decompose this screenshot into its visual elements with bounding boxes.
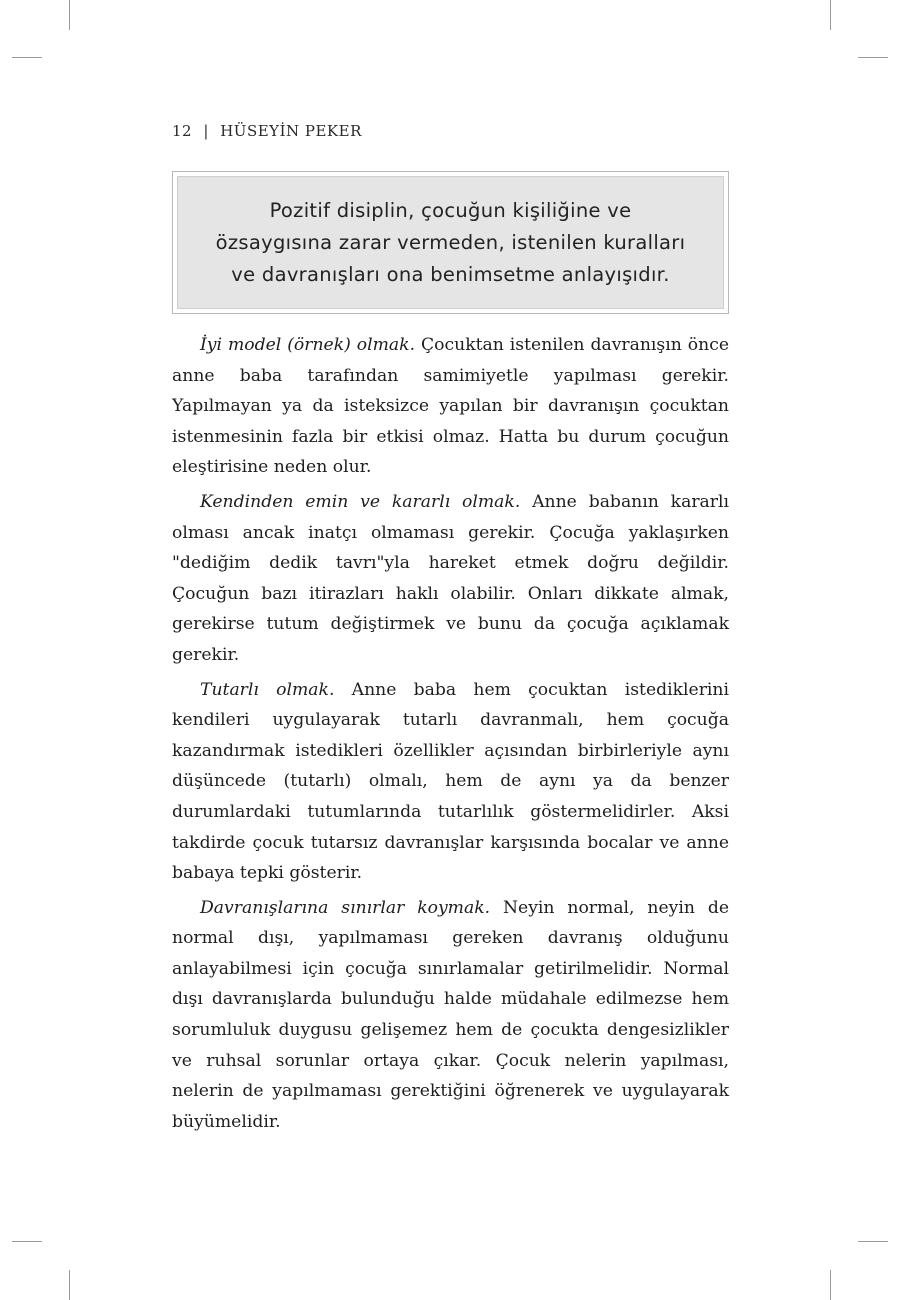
callout-line: özsaygısına zarar vermeden, istenilen kuralları [215,230,686,254]
paragraph-text: Çocuktan istenilen davranışın önce anne baba tarafından samimiyetle yapılması gerekir. Yapılmayan ya da isteksizce yapılan bir davranışın çocuktan istenmesinin fazla bir etkisi olmaz. Hatta bu durum çocuğun eleştirisine neden olur. [172,335,729,478]
callout-box [172,171,729,314]
crop-mark-right-bottom [858,1241,888,1242]
crop-mark-bottom-right [830,1270,831,1300]
crop-mark-bottom-left [69,1270,70,1300]
paragraph-text: Anne babanın kararlı olması ancak inatçı olmaması gerekir. Çocuğa yaklaşırken "dediğim dedik tavrı"yla hareket etmek doğru değildir. Çocuğun bazı itirazları haklı olabilir. Onları dikkate almak, gerekirse tutum değiştirmek ve bunu da çocuğa açıklamak gerekir. [172,491,729,665]
paragraph-lead: Tutarlı olmak. [200,679,335,700]
page-number: 12 [172,122,193,140]
header-separator: | [203,122,209,140]
crop-mark-top-left [69,0,70,30]
running-head [172,122,362,140]
body-text [172,330,729,1141]
paragraph-lead: Kendinden emin ve kararlı olmak. [200,491,521,512]
crop-mark-left-bottom [12,1241,42,1242]
paragraph-confident [172,487,729,671]
paragraph-limits [172,893,729,1138]
crop-mark-right-top [858,57,888,58]
callout-inner [177,176,724,309]
paragraph-consistent [172,675,729,889]
crop-mark-top-right [830,0,831,30]
callout-line: ve davranışları ona benimsetme anlayışıdır. [231,262,670,286]
paragraph-lead: Davranışlarına sınırlar koymak. [200,897,491,918]
paragraph-lead: İyi model (örnek) olmak. [200,335,416,355]
author-name: HÜSEYİN PEKER [220,122,362,140]
crop-mark-left-top [12,57,42,58]
paragraph-text: Neyin normal, neyin de normal dışı, yapılmaması gereken davranış olduğunu anlayabilmesi için çocuğa sınırlamalar getirilmelidir. Normal dışı davranışlarda bulunduğu halde müdahale edilmezse hem sorumluluk duygusu gelişemez hem de çocukta dengesizlikler ve ruhsal sorunlar ortaya çıkar. Çocuk nelerin yapılması, nelerin de yapılmaması gerektiğini öğrenerek ve uygulayarak büyümelidir. [172,897,729,1132]
callout-text [216,195,686,291]
paragraph-text: Anne baba hem çocuktan istediklerini kendileri uygulayarak tutarlı davranmalı, hem çocuğa kazandırmak istedikleri özellikler açısından birbirleriyle aynı düşüncede (tutarlı) olmalı, hem de aynı ya da benzer durumlardaki tutumlarında tutarlılık göstermelidirler. Aksi takdirde çocuk tutarsız davranışlar karşısında bocalar ve anne babaya tepki gösterir. [172,679,729,884]
callout-line: Pozitif disiplin, çocuğun kişiliğine ve [269,198,632,222]
paragraph-good-model [172,330,729,483]
